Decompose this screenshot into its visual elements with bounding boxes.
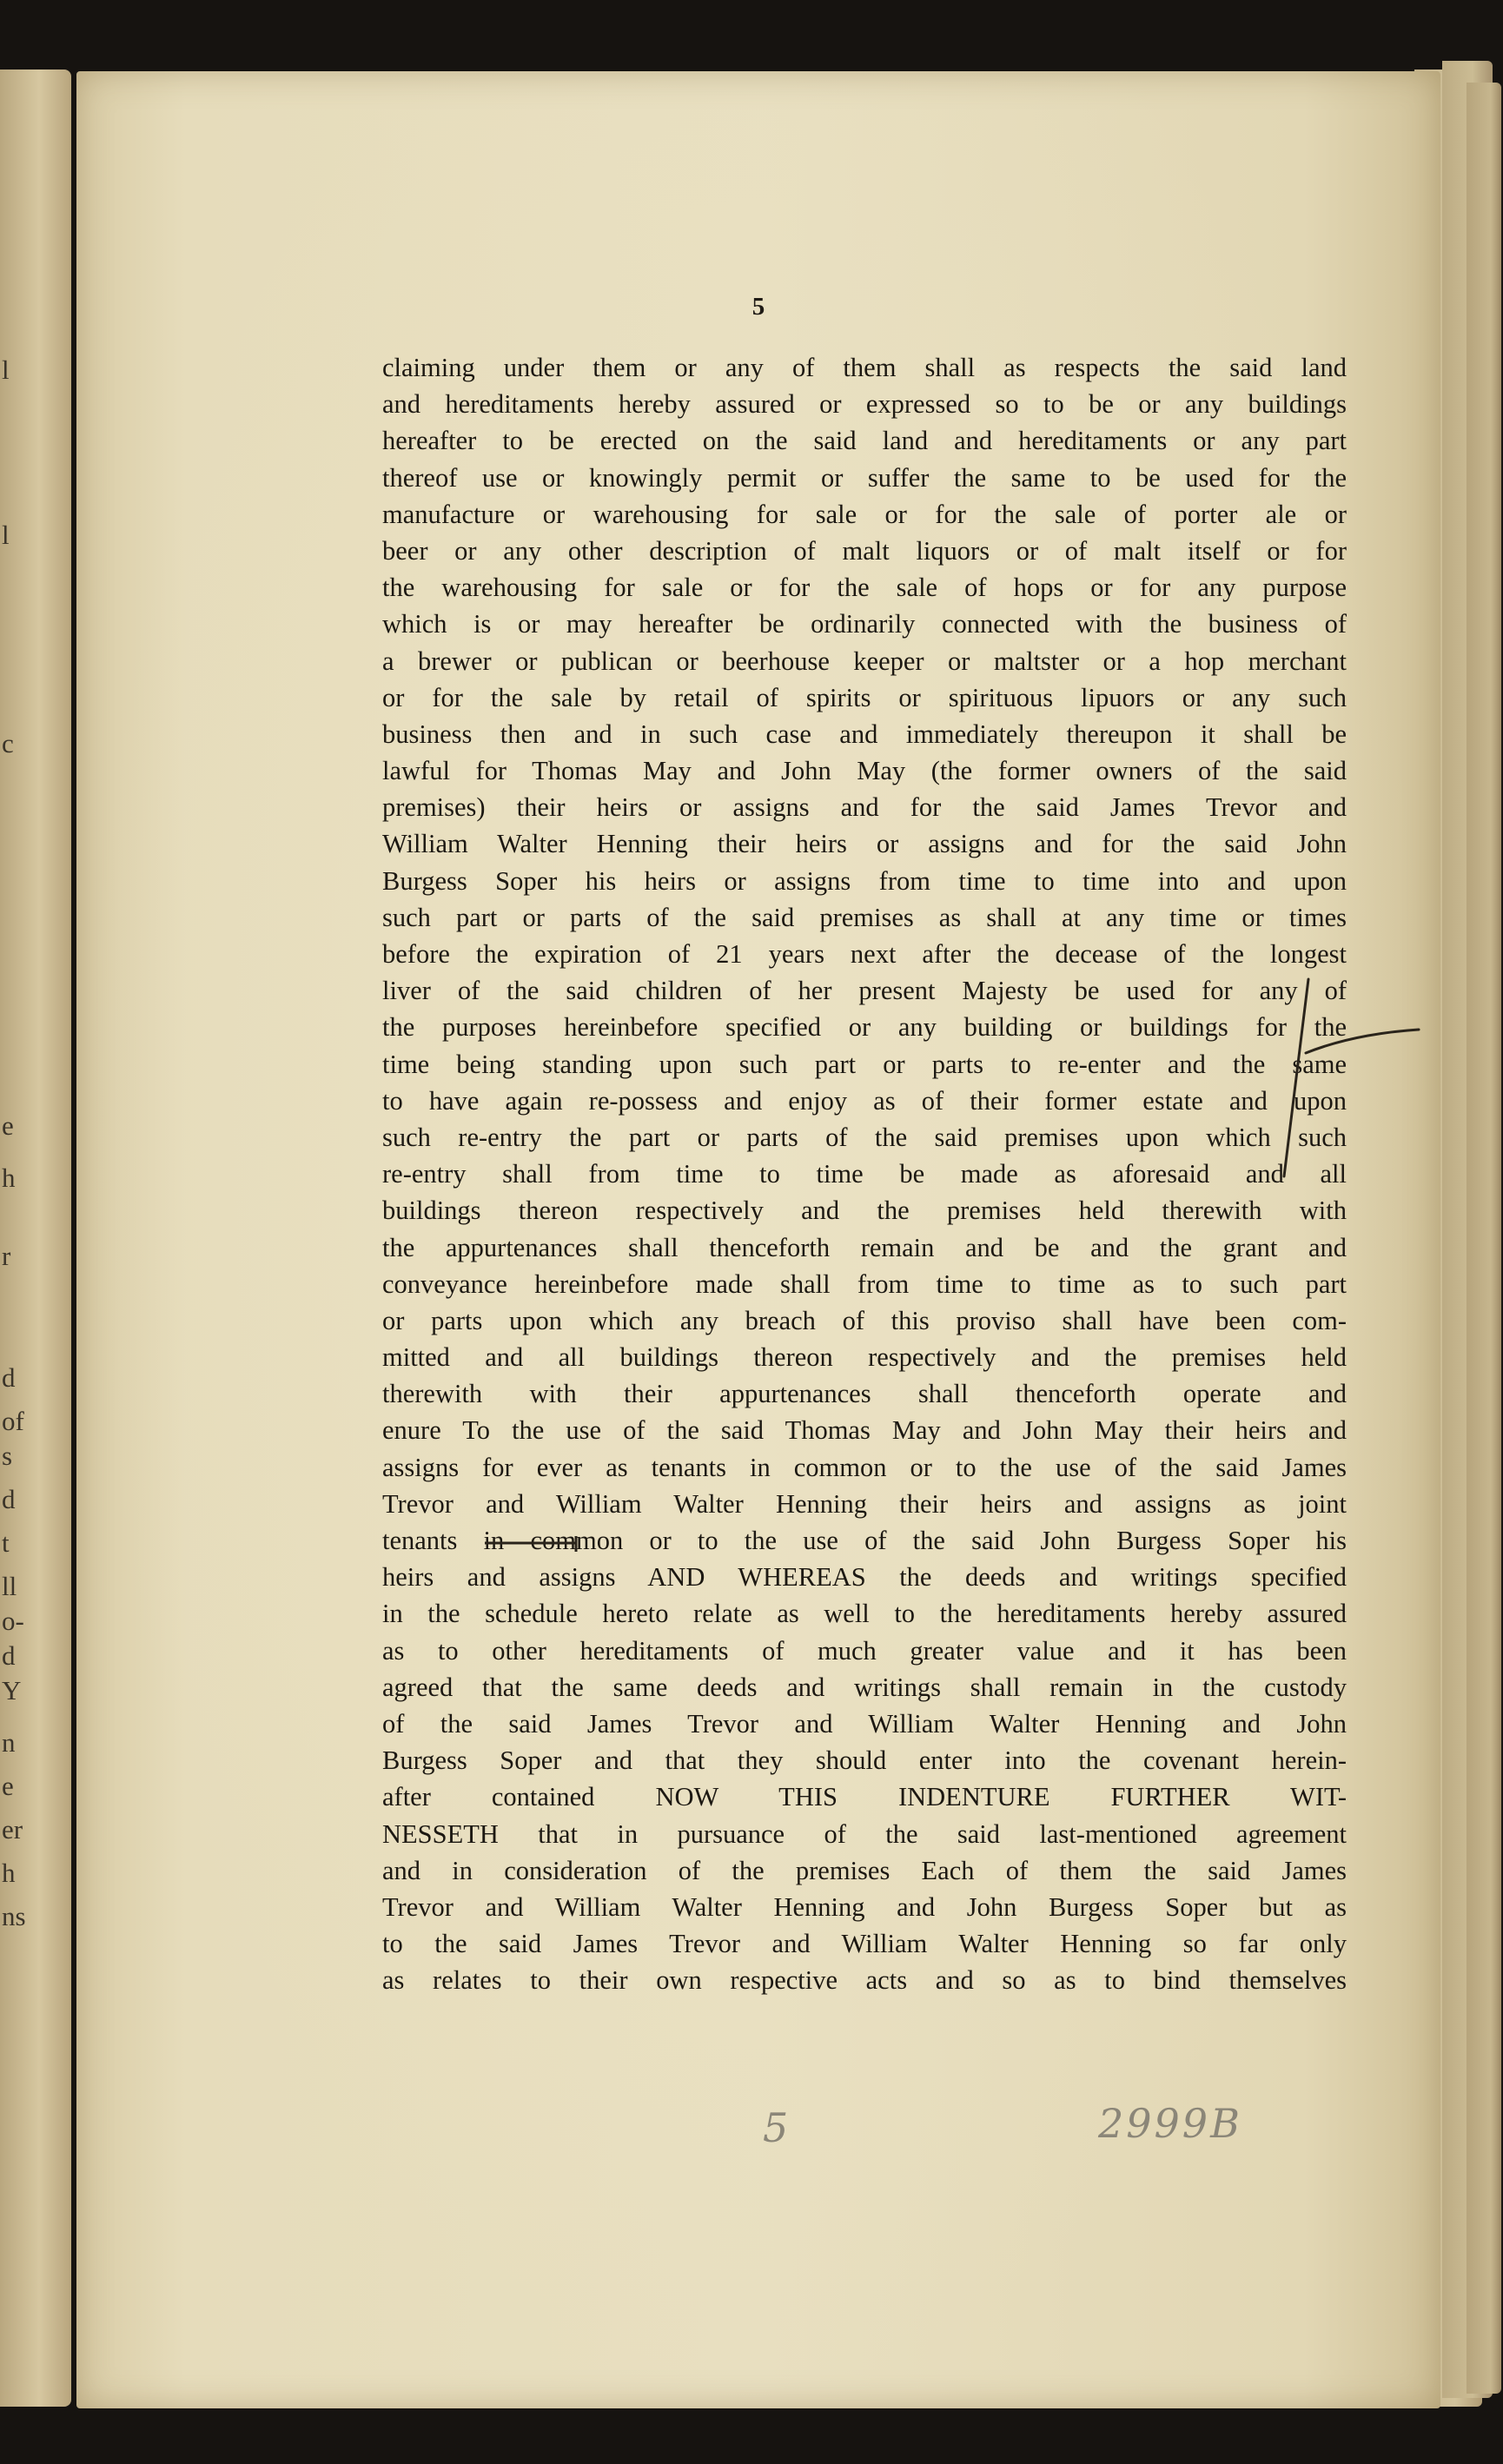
text-line: buildings thereon respectively and the premises held therewith with [382, 1196, 1347, 1226]
left-page-fragment: c [2, 728, 14, 758]
left-page-fragment: t [2, 1527, 10, 1558]
text-line: as relates to their own respective acts and so as to bind themselves [382, 1965, 1347, 1996]
text-line: William Walter Henning their heirs or assigns and for the said John [382, 829, 1347, 859]
page-edge [1467, 83, 1501, 2394]
left-page-fragment: o- [2, 1606, 24, 1636]
text-line: such part or parts of the said premises as shall at any time or times [382, 902, 1347, 932]
text-line: the warehousing for sale or for the sale of hops or for any purpose [382, 573, 1347, 603]
text-line: as to other hereditaments of much greater value and it has been [382, 1635, 1347, 1666]
text-line: mitted and all buildings thereon respectively and the premises held [382, 1342, 1347, 1373]
text-line: hereafter to be erected on the said land and hereditaments or any part [382, 426, 1347, 456]
text-line: beer or any other description of malt liquors or of malt itself or for [382, 535, 1347, 566]
text-line: the purposes hereinbefore specified or any building or buildings for the [382, 1012, 1347, 1043]
text-line: manufacture or warehousing for sale or for the sale of porter ale or [382, 499, 1347, 529]
handwritten-page-number: 5 [763, 2104, 789, 2151]
text-line: business then and in such case and immediately thereupon it shall be [382, 719, 1347, 749]
text-line: NESSETH that in pursuance of the said last-mentioned agreement [382, 1818, 1347, 1849]
left-page-fragment: e [2, 1110, 14, 1141]
adjacent-left-page [0, 70, 71, 2407]
text-line: before the expiration of 21 years next after the decease of the longest [382, 939, 1347, 969]
text-line: heirs and assigns AND WHEREAS the deeds and writings specified [382, 1562, 1347, 1593]
left-page-fragment: d [2, 1640, 16, 1671]
text-line: a brewer or publican or beerhouse keeper or maltster or a hop merchant [382, 646, 1347, 676]
text-line: and hereditaments hereby assured or expressed so to be or any buildings [382, 389, 1347, 420]
text-line: the appurtenances shall thenceforth remain and be and the grant and [382, 1232, 1347, 1262]
text-line: Burgess Soper his heirs or assigns from time to time into and upon [382, 865, 1347, 896]
left-page-fragment: s [2, 1441, 13, 1471]
text-line: or parts upon which any breach of this proviso shall have been com- [382, 1305, 1347, 1335]
text-line: assigns for ever as tenants in common or to the use of the said James [382, 1452, 1347, 1482]
text-line: Burgess Soper and that they should enter into the covenant herein- [382, 1745, 1347, 1776]
text-line: such re-entry the part or parts of the said premises upon which such [382, 1122, 1347, 1152]
text-line: of the said James Trevor and William Walter Henning and John [382, 1708, 1347, 1739]
indenture-text [382, 349, 1347, 1998]
text-line: in the schedule hereto relate as well to the hereditaments hereby assured [382, 1599, 1347, 1629]
left-page-fragment: l [2, 354, 10, 385]
left-page-text-fragments [0, 70, 71, 2407]
page-number: 5 [752, 293, 765, 321]
handwritten-catalog-number: 2999B [1098, 2100, 1242, 2147]
text-line: to have again re-possess and enjoy as of their former estate and upon [382, 1085, 1347, 1116]
text-line: enure To the use of the said Thomas May and John May their heirs and [382, 1415, 1347, 1446]
text-line: tenants in common or to the use of the said John Burgess Soper his [382, 1526, 1347, 1555]
text-line: Trevor and William Walter Henning their heirs and assigns as joint [382, 1488, 1347, 1519]
left-page-fragment: d [2, 1484, 16, 1514]
text-line: lawful for Thomas May and John May (the former owners of the said [382, 756, 1347, 786]
text-line: to the said James Trevor and William Walter Henning so far only [382, 1929, 1347, 1959]
text-line: therewith with their appurtenances shall thenceforth operate and [382, 1379, 1347, 1409]
left-page-fragment: ns [2, 1901, 26, 1931]
text-line: thereof use or knowingly permit or suffer the same to be used for the [382, 462, 1347, 493]
text-line: and in consideration of the premises Each of them the said James [382, 1855, 1347, 1885]
text-line: Trevor and William Walter Henning and John Burgess Soper but as [382, 1891, 1347, 1922]
left-page-fragment: e [2, 1771, 14, 1801]
left-page-fragment: r [2, 1241, 11, 1271]
text-line: re-entry shall from time to time be made as aforesaid and all [382, 1159, 1347, 1189]
left-page-fragment: of [2, 1406, 24, 1436]
text-line: agreed that the same deeds and writings shall remain in the custody [382, 1672, 1347, 1702]
text-line: or for the sale by retail of spirits or spirituous lipuors or any such [382, 682, 1347, 712]
left-page-fragment: h [2, 1162, 16, 1193]
text-line: conveyance hereinbefore made shall from time to time as to such part [382, 1268, 1347, 1299]
text-line: premises) their heirs or assigns and for the said James Trevor and [382, 792, 1347, 823]
left-page-fragment: er [2, 1814, 23, 1845]
text-line: time being standing upon such part or parts to re-enter and the same [382, 1049, 1347, 1079]
left-page-fragment: n [2, 1727, 16, 1758]
text-line: after contained NOW THIS INDENTURE FURTHER WIT- [382, 1782, 1347, 1812]
text-line: claiming under them or any of them shall as respects the said land [382, 353, 1347, 382]
left-page-fragment: l [2, 520, 10, 550]
left-page-fragment: Y [2, 1675, 22, 1706]
left-page-fragment: ll [2, 1571, 17, 1601]
left-page-fragment: d [2, 1362, 16, 1393]
text-line: liver of the said children of her present Majesty be used for any of [382, 976, 1347, 1006]
document-page [76, 71, 1440, 2408]
text-line: which is or may hereafter be ordinarily connected with the business of [382, 609, 1347, 639]
left-page-fragment: h [2, 1858, 16, 1888]
